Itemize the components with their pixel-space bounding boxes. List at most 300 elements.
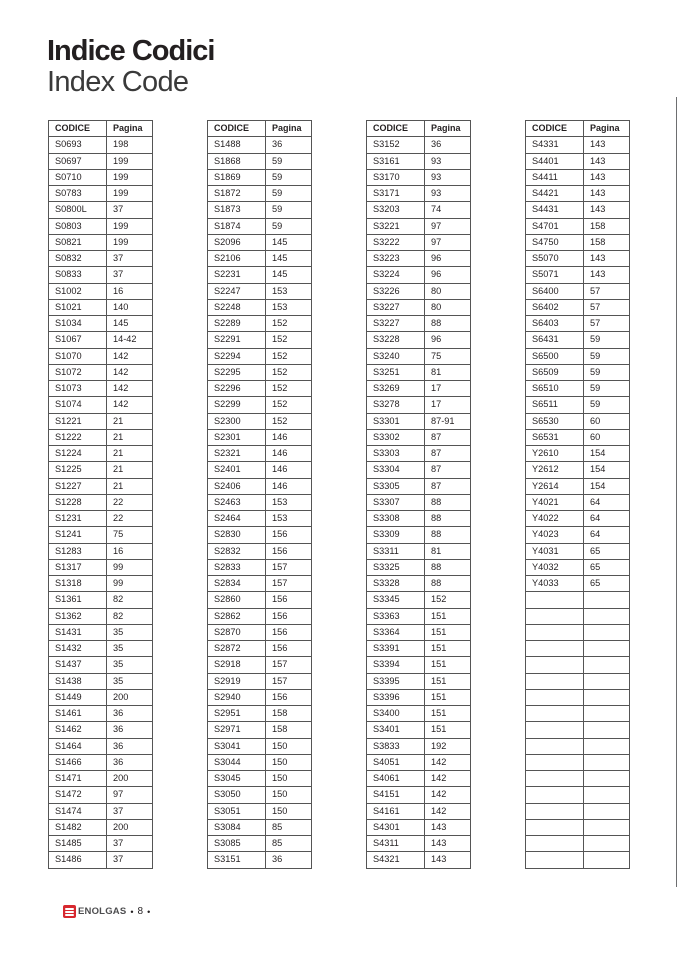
table-row <box>49 706 153 722</box>
code-cell <box>526 819 584 835</box>
code-cell <box>526 771 584 787</box>
code-cell <box>526 592 584 608</box>
code-cell: S2406 <box>208 478 266 494</box>
table-row <box>367 381 471 397</box>
code-cell: S2872 <box>208 641 266 657</box>
page-cell: 142 <box>107 381 153 397</box>
page-cell: 85 <box>266 836 312 852</box>
page-cell: 152 <box>266 413 312 429</box>
page-cell: 59 <box>266 153 312 169</box>
table-row <box>526 836 630 852</box>
page-cell: 17 <box>425 397 471 413</box>
table-row <box>208 429 312 445</box>
page-cell: 158 <box>266 722 312 738</box>
page-cell: 88 <box>425 559 471 575</box>
table-row <box>208 137 312 153</box>
code-cell: S3226 <box>367 283 425 299</box>
page-cell <box>584 738 630 754</box>
page-cell: 60 <box>584 413 630 429</box>
page-cell: 36 <box>107 722 153 738</box>
table-row <box>367 267 471 283</box>
table-row <box>526 397 630 413</box>
code-cell: S3041 <box>208 738 266 754</box>
table-row <box>49 267 153 283</box>
page-cell <box>584 819 630 835</box>
page-cell: 151 <box>425 722 471 738</box>
table-row <box>367 332 471 348</box>
code-cell: S1361 <box>49 592 107 608</box>
table-row <box>49 771 153 787</box>
page-cell: 65 <box>584 543 630 559</box>
code-cell: S1438 <box>49 673 107 689</box>
code-cell: S3305 <box>367 478 425 494</box>
page-cell: 35 <box>107 624 153 640</box>
code-cell <box>526 673 584 689</box>
page-cell: 37 <box>107 803 153 819</box>
table-row <box>49 348 153 364</box>
table-row <box>49 852 153 868</box>
code-cell: S3269 <box>367 381 425 397</box>
page-cell: 80 <box>425 283 471 299</box>
code-cell: S3395 <box>367 673 425 689</box>
code-cell: S3240 <box>367 348 425 364</box>
code-cell: S3223 <box>367 251 425 267</box>
table-row <box>526 267 630 283</box>
code-cell: Y2614 <box>526 478 584 494</box>
page-cell <box>584 771 630 787</box>
code-cell: S3152 <box>367 137 425 153</box>
code-cell: S0800L <box>49 202 107 218</box>
page-cell: 64 <box>584 511 630 527</box>
code-cell: S2834 <box>208 576 266 592</box>
table-row <box>526 852 630 868</box>
page-cell: 75 <box>107 527 153 543</box>
page-cell <box>584 836 630 852</box>
code-cell: S1021 <box>49 299 107 315</box>
code-cell: S1461 <box>49 706 107 722</box>
code-cell: S3345 <box>367 592 425 608</box>
code-cell: S3222 <box>367 234 425 250</box>
code-cell: S6530 <box>526 413 584 429</box>
page-cell: 87 <box>425 429 471 445</box>
code-cell: S1228 <box>49 494 107 510</box>
table-row <box>49 819 153 835</box>
table-row <box>526 722 630 738</box>
code-cell: S1222 <box>49 429 107 445</box>
page-cell: 85 <box>266 819 312 835</box>
code-cell: S2294 <box>208 348 266 364</box>
table-row <box>208 641 312 657</box>
table-row <box>208 299 312 315</box>
page-cell: 21 <box>107 478 153 494</box>
table-row <box>49 283 153 299</box>
table-row <box>208 462 312 478</box>
code-cell: S1449 <box>49 689 107 705</box>
code-cell: S1225 <box>49 462 107 478</box>
table-row <box>526 202 630 218</box>
table-row <box>526 787 630 803</box>
page-cell: 157 <box>266 657 312 673</box>
table-row <box>367 397 471 413</box>
table-row <box>367 852 471 868</box>
page-cell: 150 <box>266 803 312 819</box>
table-row <box>49 543 153 559</box>
code-cell: S6402 <box>526 299 584 315</box>
page-cell: 21 <box>107 462 153 478</box>
table-row <box>208 771 312 787</box>
page-cell <box>584 803 630 819</box>
table-row <box>208 202 312 218</box>
table-row <box>49 576 153 592</box>
enolgas-logo-icon <box>63 905 76 918</box>
code-cell: S0697 <box>49 153 107 169</box>
table-row <box>49 364 153 380</box>
page-cell: 21 <box>107 429 153 445</box>
code-cell: S3085 <box>208 836 266 852</box>
page-cell <box>584 706 630 722</box>
page-cell: 22 <box>107 494 153 510</box>
code-cell: S3251 <box>367 364 425 380</box>
code-cell: S6400 <box>526 283 584 299</box>
table-row <box>367 251 471 267</box>
code-cell: S1070 <box>49 348 107 364</box>
code-cell: Y2610 <box>526 446 584 462</box>
page-cell: 75 <box>425 348 471 364</box>
page-cell: 59 <box>266 169 312 185</box>
table-row <box>367 153 471 169</box>
page-cell: 153 <box>266 283 312 299</box>
page-cell: 64 <box>584 494 630 510</box>
page-cell: 93 <box>425 169 471 185</box>
index-table-3 <box>366 120 471 869</box>
code-cell: S1067 <box>49 332 107 348</box>
table-row <box>208 657 312 673</box>
code-cell: S3307 <box>367 494 425 510</box>
page-cell <box>584 592 630 608</box>
page-cell: 199 <box>107 153 153 169</box>
table-row <box>208 689 312 705</box>
table-row <box>49 218 153 234</box>
code-cell: S3224 <box>367 267 425 283</box>
page-cell: 96 <box>425 267 471 283</box>
page-cell: 154 <box>584 446 630 462</box>
code-cell: S0821 <box>49 234 107 250</box>
table-row <box>367 494 471 510</box>
code-cell: S1072 <box>49 364 107 380</box>
page-cell: 88 <box>425 511 471 527</box>
code-cell: S1869 <box>208 169 266 185</box>
table-row <box>367 299 471 315</box>
page-cell: 143 <box>425 819 471 835</box>
table-row <box>526 169 630 185</box>
code-cell: S1471 <box>49 771 107 787</box>
table-row <box>208 364 312 380</box>
table-row <box>367 527 471 543</box>
page-cell <box>584 787 630 803</box>
code-cell: S2860 <box>208 592 266 608</box>
index-table-4 <box>525 120 630 869</box>
table-row <box>208 413 312 429</box>
table-row <box>49 511 153 527</box>
code-cell: S3394 <box>367 657 425 673</box>
code-cell: S0803 <box>49 218 107 234</box>
code-cell: S1283 <box>49 543 107 559</box>
table-row <box>526 576 630 592</box>
code-cell: S1231 <box>49 511 107 527</box>
page-cell: 80 <box>425 299 471 315</box>
page-title <box>47 36 214 98</box>
page-cell: 152 <box>266 316 312 332</box>
code-cell: S2247 <box>208 283 266 299</box>
table-row <box>367 364 471 380</box>
code-cell: S3328 <box>367 576 425 592</box>
table-row <box>526 137 630 153</box>
code-cell: S2862 <box>208 608 266 624</box>
table-row <box>367 348 471 364</box>
page-cell: 36 <box>107 754 153 770</box>
header-pagina: Pagina <box>425 121 471 137</box>
page-cell: 88 <box>425 494 471 510</box>
page-cell: 158 <box>584 234 630 250</box>
table-row <box>526 819 630 835</box>
page-cell: 59 <box>584 332 630 348</box>
brand-name: ENOLGAS <box>78 906 127 917</box>
title-english: Index Code <box>47 66 189 98</box>
page-cell: 35 <box>107 641 153 657</box>
code-cell: S1362 <box>49 608 107 624</box>
code-cell: S4311 <box>367 836 425 852</box>
code-cell: S1466 <box>49 754 107 770</box>
table-header-row <box>526 121 630 137</box>
page-cell: 36 <box>107 706 153 722</box>
table-row <box>208 494 312 510</box>
code-cell: S2231 <box>208 267 266 283</box>
table-row <box>208 381 312 397</box>
table-row <box>49 397 153 413</box>
page-cell: 37 <box>107 202 153 218</box>
page-cell: 199 <box>107 234 153 250</box>
code-cell: S2971 <box>208 722 266 738</box>
table-row <box>367 819 471 835</box>
code-cell: S3363 <box>367 608 425 624</box>
table-row <box>526 494 630 510</box>
code-cell: S2464 <box>208 511 266 527</box>
table-row <box>526 754 630 770</box>
table-row <box>208 576 312 592</box>
table-row <box>526 559 630 575</box>
code-cell: S4431 <box>526 202 584 218</box>
table-row <box>208 754 312 770</box>
page-cell: 96 <box>425 251 471 267</box>
table-row <box>49 413 153 429</box>
code-cell: Y4032 <box>526 559 584 575</box>
table-row <box>526 348 630 364</box>
page-cell: 157 <box>266 576 312 592</box>
table-row <box>49 234 153 250</box>
table-row <box>49 332 153 348</box>
page-cell: 97 <box>425 218 471 234</box>
page-cell: 192 <box>425 738 471 754</box>
table-row <box>526 283 630 299</box>
page-cell: 199 <box>107 218 153 234</box>
code-cell: S1462 <box>49 722 107 738</box>
page-cell: 142 <box>425 754 471 770</box>
code-cell: S1034 <box>49 316 107 332</box>
page-cell <box>584 641 630 657</box>
table-row <box>367 657 471 673</box>
table-row <box>526 641 630 657</box>
index-table-1 <box>48 120 153 869</box>
page-cell: 151 <box>425 608 471 624</box>
page-cell: 146 <box>266 462 312 478</box>
table-row <box>526 771 630 787</box>
code-cell <box>526 738 584 754</box>
page-cell: 143 <box>584 186 630 202</box>
code-cell: S1472 <box>49 787 107 803</box>
page-cell: 99 <box>107 576 153 592</box>
page-cell: 88 <box>425 527 471 543</box>
table-row <box>526 527 630 543</box>
code-cell <box>526 641 584 657</box>
table-row <box>526 364 630 380</box>
table-row <box>526 478 630 494</box>
code-cell: S3301 <box>367 413 425 429</box>
page-cell: 152 <box>266 332 312 348</box>
table-row <box>49 446 153 462</box>
page-cell: 158 <box>584 218 630 234</box>
code-cell: S0832 <box>49 251 107 267</box>
page-number: 8 <box>137 906 144 917</box>
code-cell: S2248 <box>208 299 266 315</box>
table-row <box>367 576 471 592</box>
table-row <box>367 186 471 202</box>
page-cell <box>584 754 630 770</box>
code-cell: S2830 <box>208 527 266 543</box>
page-cell: 88 <box>425 576 471 592</box>
code-cell: S2300 <box>208 413 266 429</box>
table-row <box>208 722 312 738</box>
table-row <box>367 673 471 689</box>
code-cell: S3311 <box>367 543 425 559</box>
page-cell: 142 <box>107 348 153 364</box>
page-cell: 150 <box>266 738 312 754</box>
page-cell: 153 <box>266 494 312 510</box>
table-row <box>49 641 153 657</box>
code-cell: S3325 <box>367 559 425 575</box>
table-row <box>208 608 312 624</box>
table-row <box>208 316 312 332</box>
table-row <box>49 169 153 185</box>
page-cell: 200 <box>107 689 153 705</box>
table-row <box>49 738 153 754</box>
table-row <box>208 478 312 494</box>
page-cell: 142 <box>425 803 471 819</box>
code-cell: S6511 <box>526 397 584 413</box>
page-cell <box>584 608 630 624</box>
page-cell: 142 <box>107 364 153 380</box>
page-cell: 200 <box>107 819 153 835</box>
table-row <box>49 657 153 673</box>
code-cell: S6403 <box>526 316 584 332</box>
table-row <box>49 251 153 267</box>
code-cell: S4321 <box>367 852 425 868</box>
page-cell: 151 <box>425 673 471 689</box>
code-cell <box>526 836 584 852</box>
page-cell: 150 <box>266 754 312 770</box>
code-cell: S1432 <box>49 641 107 657</box>
table-row <box>49 836 153 852</box>
page-cell: 93 <box>425 153 471 169</box>
code-cell: S3051 <box>208 803 266 819</box>
table-row <box>49 202 153 218</box>
code-cell: S3203 <box>367 202 425 218</box>
table-row <box>208 706 312 722</box>
table-row <box>367 608 471 624</box>
page-cell: 143 <box>425 852 471 868</box>
code-cell: S0693 <box>49 137 107 153</box>
code-cell: S3400 <box>367 706 425 722</box>
code-cell: S3304 <box>367 462 425 478</box>
code-cell <box>526 803 584 819</box>
page-cell: 150 <box>266 771 312 787</box>
table-row <box>367 202 471 218</box>
table-row <box>367 283 471 299</box>
code-cell: S1002 <box>49 283 107 299</box>
code-cell: S4411 <box>526 169 584 185</box>
page-cell: 97 <box>107 787 153 803</box>
header-codice: CODICE <box>367 121 425 137</box>
table-row <box>367 706 471 722</box>
code-cell: S2919 <box>208 673 266 689</box>
table-row <box>526 251 630 267</box>
page-cell: 81 <box>425 364 471 380</box>
code-cell: Y2612 <box>526 462 584 478</box>
code-cell: S3044 <box>208 754 266 770</box>
code-cell: S4401 <box>526 153 584 169</box>
code-cell: S0833 <box>49 267 107 283</box>
code-cell: S1074 <box>49 397 107 413</box>
code-cell: S3364 <box>367 624 425 640</box>
code-cell: S1488 <box>208 137 266 153</box>
code-cell: S3161 <box>367 153 425 169</box>
page-cell: 59 <box>584 348 630 364</box>
table-header-row <box>208 121 312 137</box>
page-cell: 64 <box>584 527 630 543</box>
code-cell: S4331 <box>526 137 584 153</box>
table-row <box>367 836 471 852</box>
page-cell: 154 <box>584 478 630 494</box>
page-cell <box>584 624 630 640</box>
page-cell: 145 <box>266 251 312 267</box>
page-cell: 199 <box>107 186 153 202</box>
index-table-2 <box>207 120 312 869</box>
code-cell: S4061 <box>367 771 425 787</box>
table-row <box>526 706 630 722</box>
page-cell: 143 <box>584 169 630 185</box>
code-cell: S4750 <box>526 234 584 250</box>
table-row <box>526 218 630 234</box>
page-cell: 21 <box>107 413 153 429</box>
table-row <box>367 641 471 657</box>
table-row <box>208 169 312 185</box>
code-cell: Y4033 <box>526 576 584 592</box>
table-row <box>367 543 471 559</box>
table-row <box>526 381 630 397</box>
page-cell: 16 <box>107 283 153 299</box>
code-cell: S0783 <box>49 186 107 202</box>
page-cell: 36 <box>425 137 471 153</box>
page-cell: 157 <box>266 559 312 575</box>
